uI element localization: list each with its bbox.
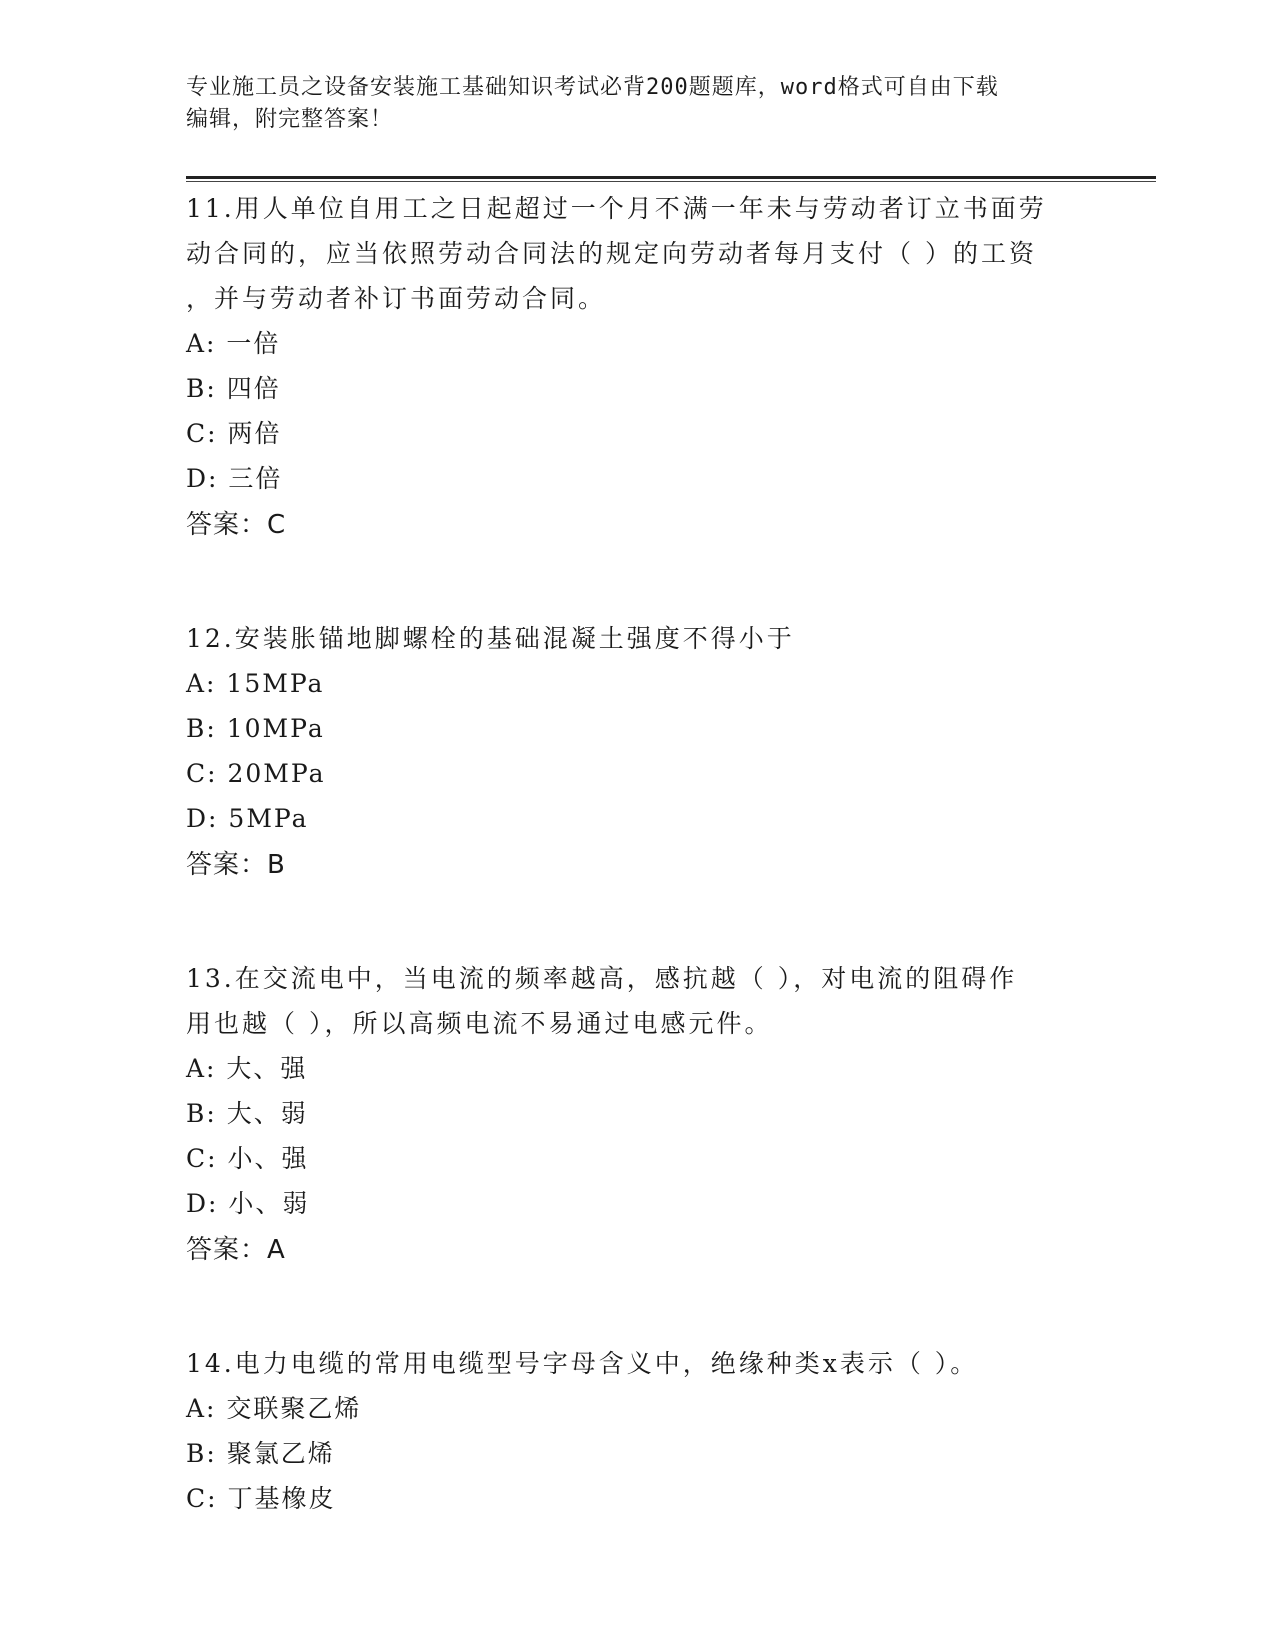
option-c: C: 20MPa [186,759,326,788]
question-stem-line: ，并与劳动者补订书面劳动合同。 [186,284,607,313]
answer-label: 答案：B [186,850,286,880]
option-a: A: 15MPa [186,669,325,698]
answer-label: 答案：C [186,510,287,540]
option-d: D: 5MPa [186,804,309,833]
question-stem-line: 动合同的，应当依照劳动合同法的规定向劳动者每月支付（ ）的工资 [186,239,1037,268]
header-divider-thin [186,181,1156,182]
option-b: B: 10MPa [186,714,325,743]
question-stem-line: 11.用人单位自用工之日起超过一个月不满一年未与劳动者订立书面劳 [186,194,1047,223]
option-a: A: 大、强 [186,1054,308,1083]
header-title-line-1: 专业施工员之设备安装施工基础知识考试必背200题题库，word格式可自由下载 [186,75,999,100]
document-header [186,72,1086,136]
question-list [186,186,1086,1545]
option-b: B: 四倍 [186,374,281,403]
option-c: C: 两倍 [186,419,282,448]
question-spacer [186,912,1086,956]
option-d: D: 三倍 [186,464,283,493]
question-stem-line: 14.电力电缆的常用电缆型号字母含义中，绝缘种类x表示（ ）。 [186,1349,979,1378]
question-stem-line: 12.安装胀锚地脚螺栓的基础混凝土强度不得小于 [186,624,795,653]
question-spacer [186,1297,1086,1341]
option-b: B: 大、弱 [186,1099,308,1128]
question-13 [186,956,1086,1273]
option-c: C: 小、强 [186,1144,309,1173]
header-title-line-2: 编辑，附完整答案！ [186,107,394,132]
question-11 [186,186,1086,548]
option-a: A: 交联聚乙烯 [186,1394,362,1423]
question-stem-line: 用也越（ ），所以高频电流不易通过电感元件。 [186,1009,773,1038]
option-b: B: 聚氯乙烯 [186,1439,335,1468]
option-a: A: 一倍 [186,329,281,358]
option-c: C: 丁基橡皮 [186,1484,336,1513]
question-12 [186,616,1086,888]
header-divider-thick [186,176,1156,179]
option-d: D: 小、弱 [186,1189,310,1218]
question-14 [186,1341,1086,1521]
answer-label: 答案：A [186,1235,286,1265]
question-spacer [186,572,1086,616]
question-stem-line: 13.在交流电中，当电流的频率越高，感抗越（ ），对电流的阻碍作 [186,964,1018,993]
